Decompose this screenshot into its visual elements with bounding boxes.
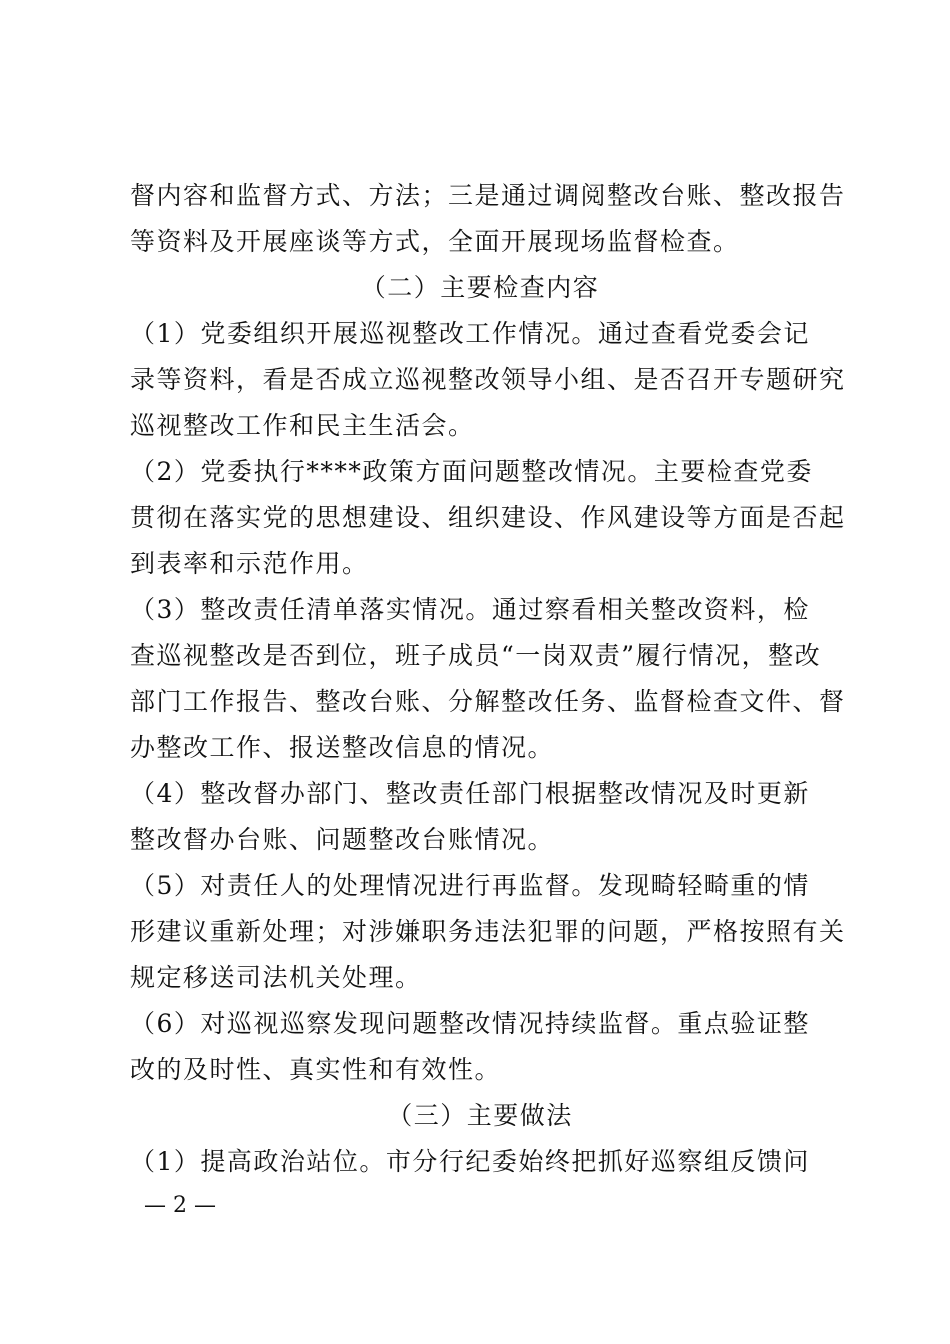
paragraph-line: 督内容和监督方式、方法；三是通过调阅整改台账、整改报告 — [130, 181, 846, 210]
paragraph-line: （2）党委执行****政策方面问题整改情况。主要检查党委 — [130, 457, 813, 486]
page-number: — 2 — — [144, 1193, 216, 1218]
paragraph-line: 办整改工作、报送整改信息的情况。 — [130, 733, 555, 762]
paragraph-line: 等资料及开展座谈等方式，全面开展现场监督检查。 — [130, 227, 740, 256]
paragraph-line: （4）整改督办部门、整改责任部门根据整改情况及时更新 — [130, 779, 810, 808]
paragraph-line: （5）对责任人的处理情况进行再监督。发现畸轻畸重的情 — [130, 871, 810, 900]
paragraph-line: 录等资料，看是否成立巡视整改领导小组、是否召开专题研究 — [130, 365, 846, 394]
paragraph-line: （1）党委组织开展巡视整改工作情况。通过查看党委会记 — [130, 319, 810, 348]
paragraph-line: 贯彻在落实党的思想建设、组织建设、作风建设等方面是否起 — [130, 503, 846, 532]
paragraph-line: 查巡视整改是否到位，班子成员“一岗双责”履行情况，整改 — [130, 641, 822, 670]
section-heading: （三）主要做法 — [387, 1101, 573, 1130]
paragraph-line: 规定移送司法机关处理。 — [130, 963, 422, 992]
paragraph-line: 巡视整改工作和民主生活会。 — [130, 411, 475, 440]
paragraph-line: 到表率和示范作用。 — [130, 549, 369, 578]
paragraph-line: （6）对巡视巡察发现问题整改情况持续监督。重点验证整 — [130, 1009, 810, 1038]
paragraph-line: 部门工作报告、整改台账、分解整改任务、监督检查文件、督 — [130, 687, 846, 716]
paragraph-line: 整改督办台账、问题整改台账情况。 — [130, 825, 555, 854]
paragraph-line: 形建议重新处理；对涉嫌职务违法犯罪的问题，严格按照有关 — [130, 917, 846, 946]
paragraph-line: （3）整改责任清单落实情况。通过察看相关整改资料，检 — [130, 595, 810, 624]
paragraph-line: 改的及时性、真实性和有效性。 — [130, 1055, 502, 1084]
section-heading: （二）主要检查内容 — [360, 273, 600, 302]
paragraph-line: （1）提高政治站位。市分行纪委始终把抓好巡察组反馈问 — [130, 1147, 810, 1176]
